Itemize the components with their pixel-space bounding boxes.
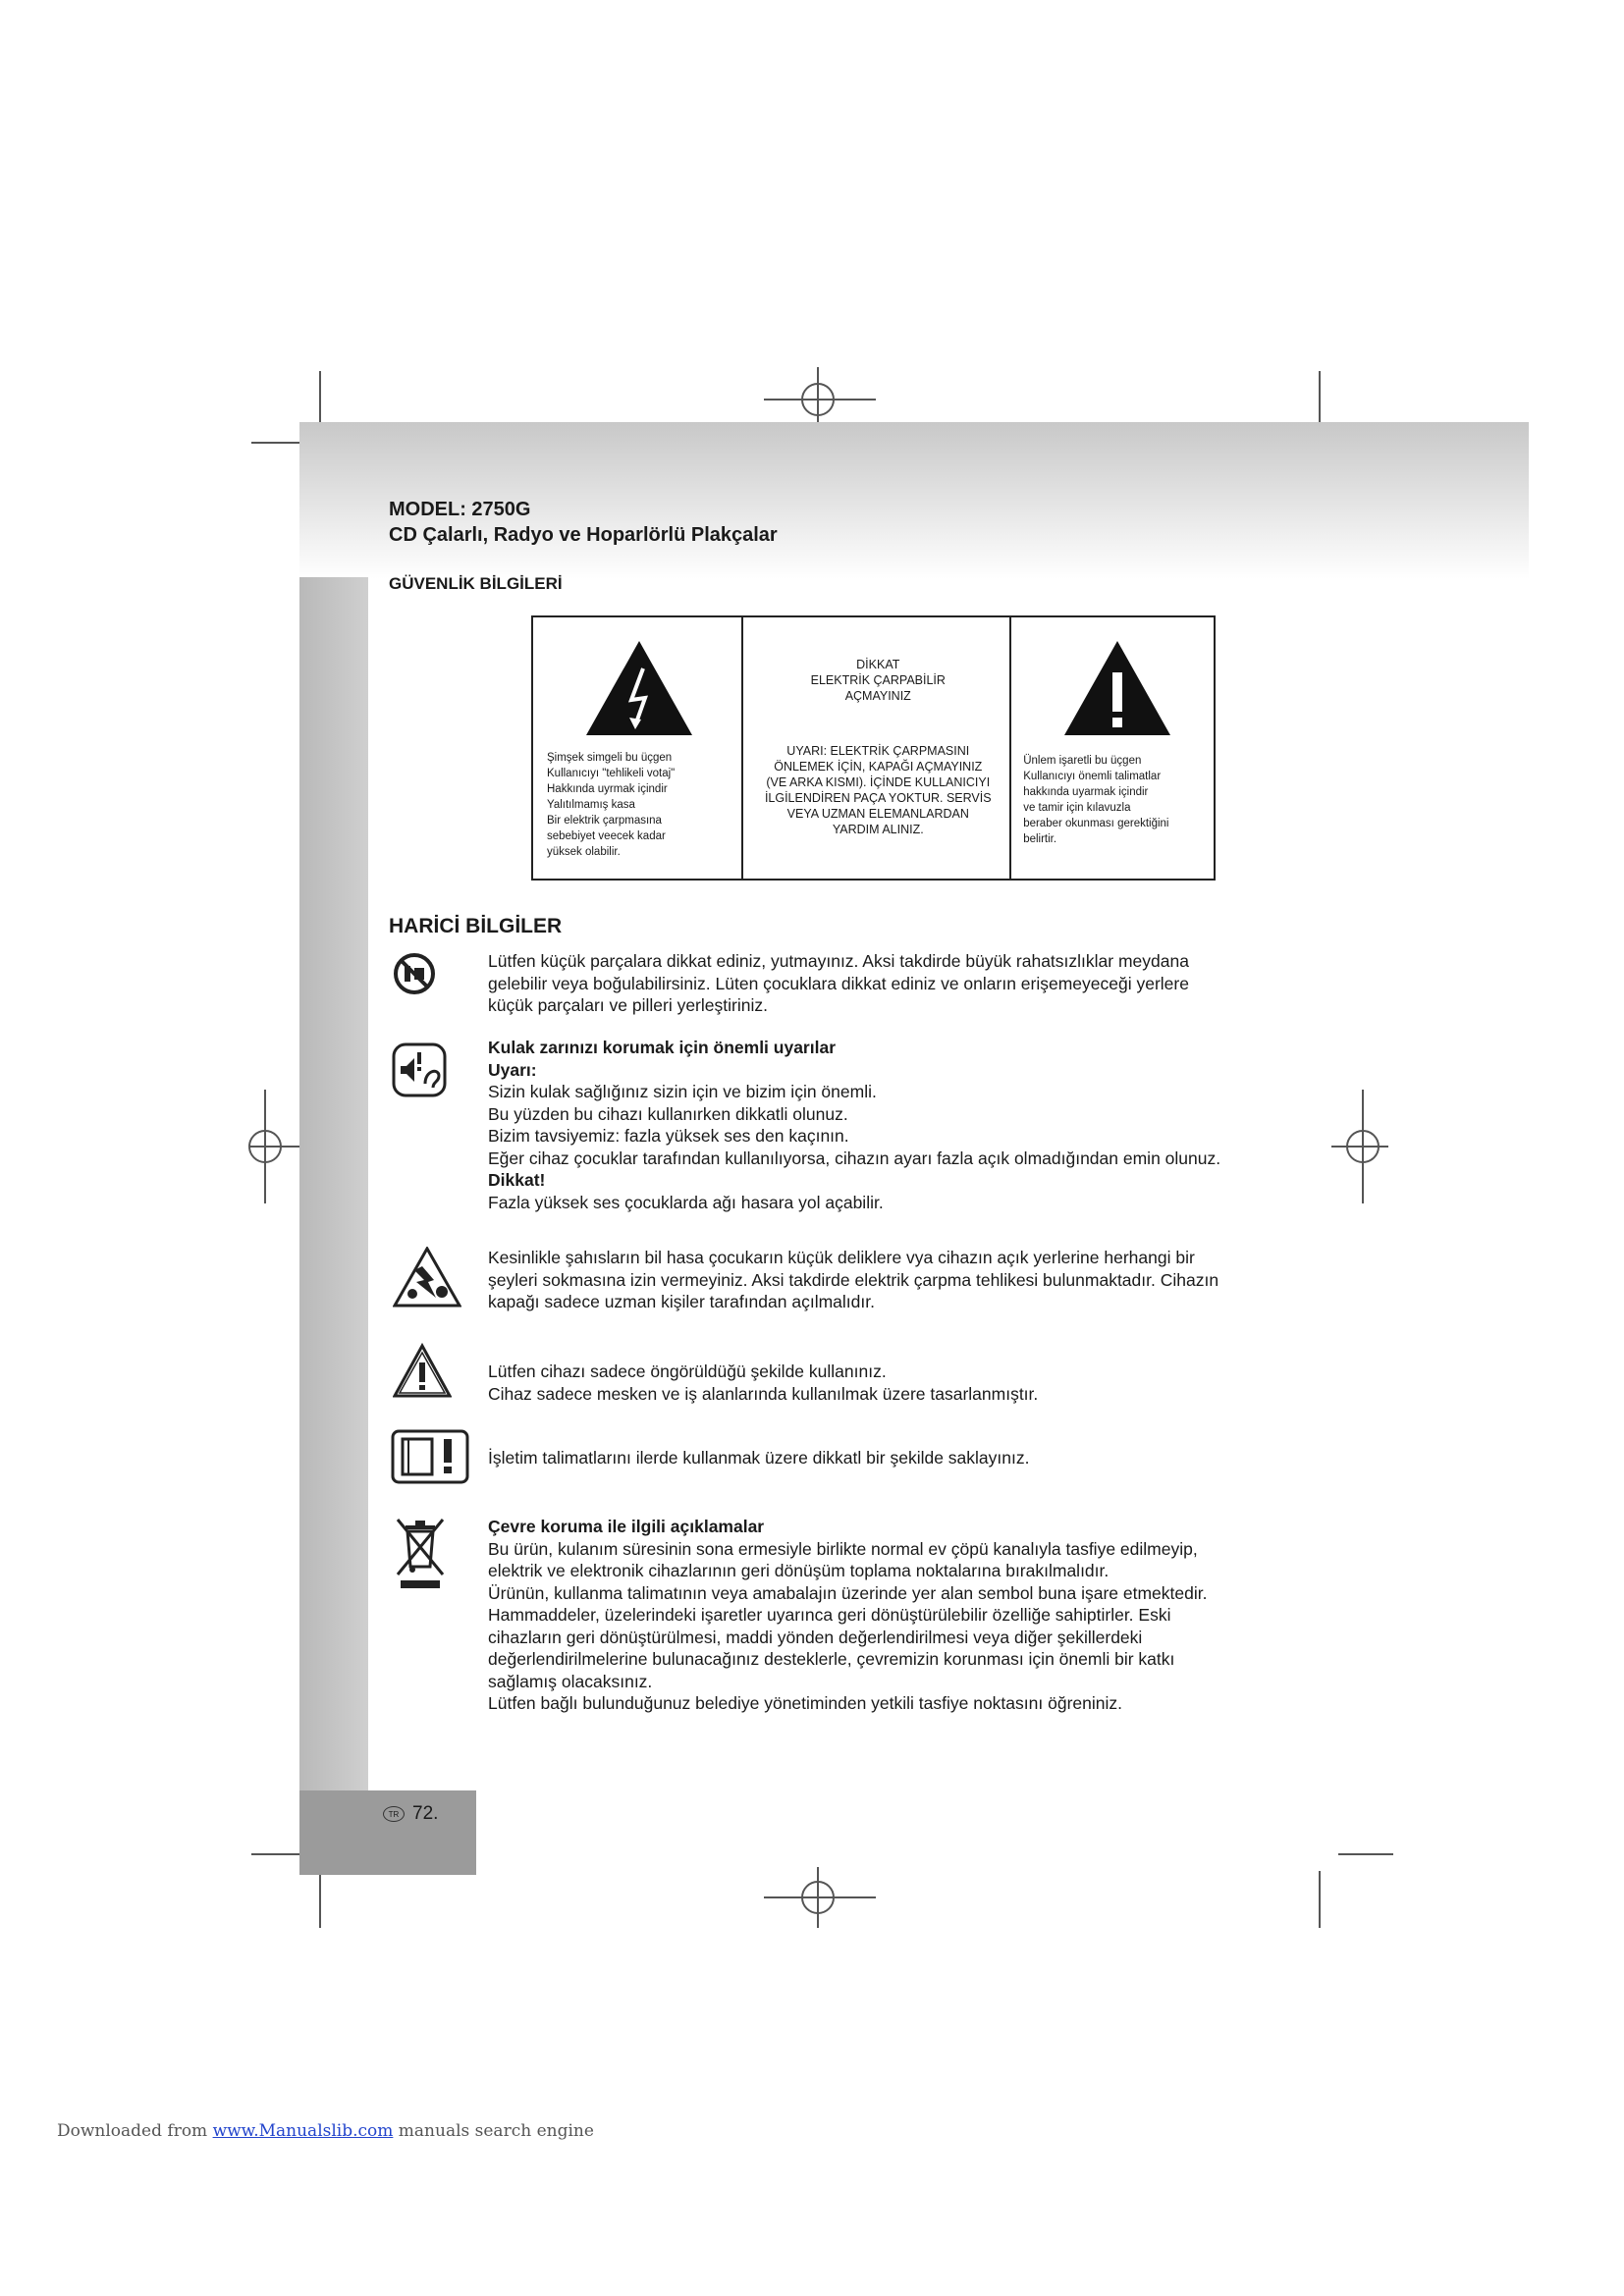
warning-cell-exclamation: [1009, 617, 1214, 879]
electric-shock-hazard-icon: [393, 1247, 461, 1308]
product-subtitle: CD Çalarlı, Radyo ve Hoparlörlü Plakçalar: [389, 524, 778, 546]
side-band: [299, 577, 368, 1790]
small-parts-text: Lütfen küçük parçalara dikkat ediniz, yutmayınız. Aksi takdirde büyük rahatsızlıklar meydana gelebilir veya boğulabilirsiniz. Lüten çocuklara dikkat ediniz ve onların erişemeyeceği yerlere küçük parçaları ve pilleri yerleştiriniz.: [488, 951, 1189, 1015]
model-title: MODEL: 2750G: [389, 499, 531, 520]
manualslib-link[interactable]: www.Manualslib.com: [212, 2121, 394, 2141]
exclamation-description: Ünlem işaretli bu üçgen Kullanıcıyı önemli talimatlar hakkında uyarmak içindir ve tamir için kılavuzla beraber okunması gerektiğini belirtir.: [1023, 755, 1169, 845]
lightning-description: Şimşek simgeli bu üçgen Kullanıcıyı "tehlikeli votaj" Hakkında uyrmak içindir Yalıtılmamış kasa Bir elektrik çarpmasına sebebiyet veecek kadar yüksek olabilir.: [547, 752, 676, 858]
page-number-text: 72.: [412, 1803, 439, 1824]
ear-warning-icon: [392, 1042, 447, 1097]
language-badge: TR: [383, 1806, 405, 1822]
page-number: [383, 1803, 438, 1825]
warning-table: [531, 615, 1216, 881]
safety-heading: GÜVENLİK BİLGİLERİ: [389, 574, 563, 593]
manual-icon: [391, 1429, 469, 1484]
exclamation-triangle-icon: [1062, 639, 1172, 737]
environment-text: Çevre koruma ile ilgili açıklamalar Bu ürün, kulanım süresinin sona ermesiyle birlikte normal ev çöpü kanalıyla tasfiye edilmeyip, elektrik ve elektronik cihazlarının geri dönüşüm toplama noktalarına bırakılmalıdır. Ürünün, kullanma talimatının veya amabalajın üzerinde yer alan sembol buna işare etmektedir. Hammaddeler, üzelerindeki işaretler uyarınca geri dönüştürülebilir özelliğe sahiptirler. Eski cihazların geri dönüştürülmesi, maddi yönden değerlendirilmesi veya diğer şekillerdeki değerlendirilmelerine bulunacağınız desteklerle, çevremizin korunması için önemli bir katkı sağlamış olacaksınız. Lütfen bağlı bulunduğunuz belediye yönetiminden yetkili tasfiye noktasını öğreniniz.: [488, 1516, 1303, 1715]
caution-warning-text: UYARI: ELEKTRİK ÇARPMASINI ÖNLEMEK İÇİN, KAPAĞI AÇMAYINIZ (VE ARKA KISMI). İÇİNDE KULLANICIYI İLGİLENDİREN PAÇA YOKTUR. SERVİS VEYA UZMAN ELEMANLARDAN YARDIM ALINIZ.: [764, 744, 992, 836]
external-heading: HARİCİ BİLGİLER: [389, 915, 563, 937]
warning-cell-caution: [741, 617, 1009, 879]
ear-warning-text: Kulak zarınızı korumak için önemli uyarılar Uyarı: Sizin kulak sağlığınız sizin için ve bizim için önemli. Bu yüzden bu cihazı kullanırken dikkatli olunuz. Bizim tavsiyemiz: fazla yüksek ses den kaçının. Eğer cihaz çocuklar tarafından kullanılıyorsa, cihazın ayarı fazla açık olmadığından emin olunuz. Dikkat! Fazla yüksek ses çocuklarda ağı hasara yol açabilir.: [488, 1037, 1303, 1213]
caution-triangle-icon: [393, 1343, 452, 1398]
ear-warning-title: Kulak zarınızı korumak için önemli uyarılar: [488, 1038, 837, 1057]
no-small-parts-icon: [393, 952, 436, 995]
electric-shock-text: Kesinlikle şahısların bil hasa çocukarın küçük deliklere vya cihazın açık yerlerine herhangi bir şeyleri sokmasına izin vermeyiniz. Aksi takdirde elektrik çarpma tehlikesi bulunmaktadır. Cihazın kapağı sadece uzman kişiler tarafından açılmalıdır.: [488, 1248, 1219, 1311]
intended-use-text: Lütfen cihazı sadece öngörüldüğü şekilde kullanınız. Cihaz sadece mesken ve iş alanlarında kullanılmak üzere tasarlanmıştır.: [488, 1362, 1039, 1404]
download-notice: Downloaded from www.Manualslib.com manuals search engine: [57, 2121, 594, 2141]
caution-header: DİKKAT ELEKTRİK ÇARPABİLİR AÇMAYINIZ: [810, 658, 946, 703]
manual-text: İşletim talimatlarını ilerde kullanmak üzere dikkatl bir şekilde saklayınız.: [488, 1448, 1030, 1468]
crossed-bin-icon: [396, 1516, 445, 1590]
environment-title: Çevre koruma ile ilgili açıklamalar: [488, 1517, 765, 1536]
warning-cell-lightning: [533, 617, 741, 879]
lightning-triangle-icon: [584, 639, 694, 737]
